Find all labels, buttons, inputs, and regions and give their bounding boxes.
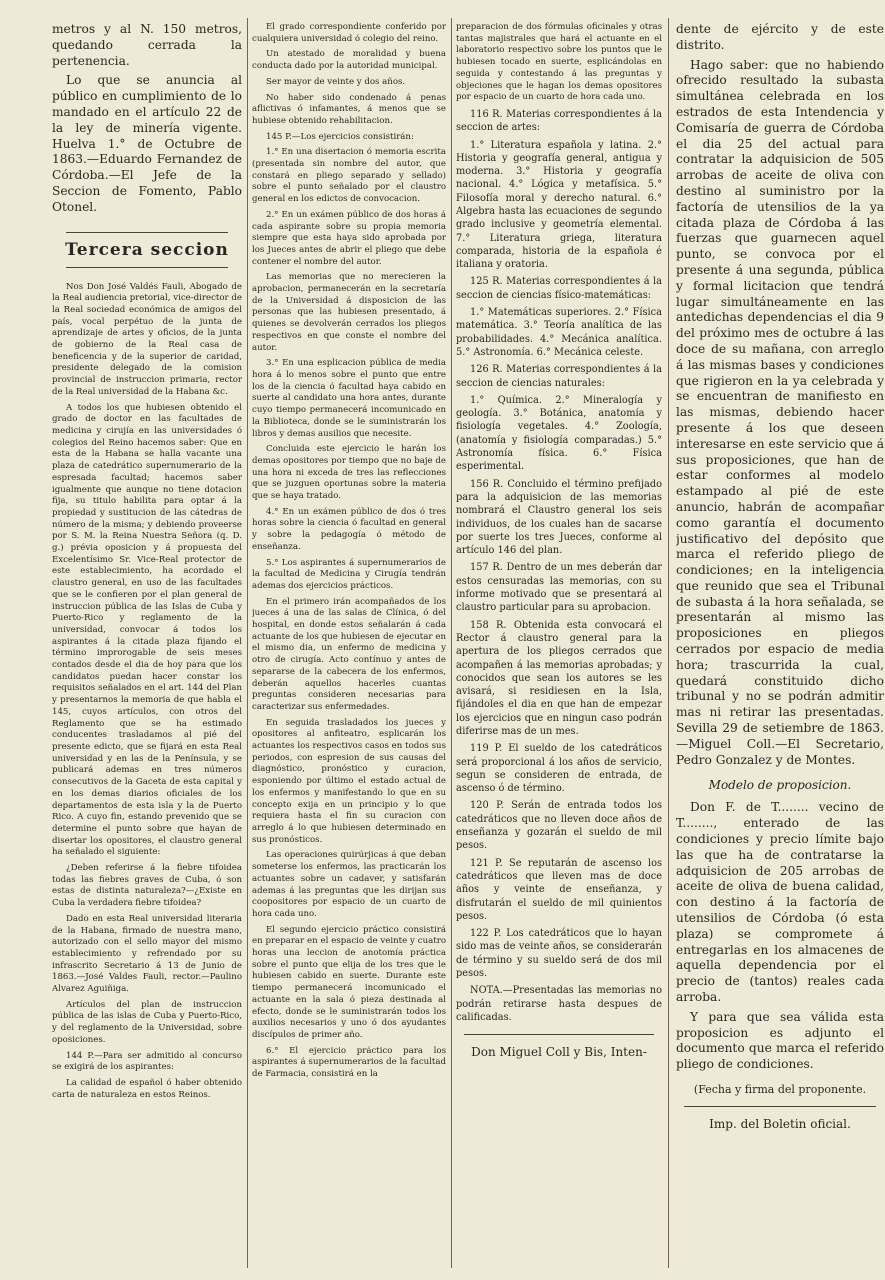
imprint: Imp. del Boletin oficial. [709,1117,851,1131]
paragraph: 1.° En una disertacion ó memoria escrita (presentada sin nombre del autor, que constará en pliego separado y sellado) sobre el punto señalado por el claustro general en los edictos de convocacion. [252,147,446,205]
paragraph: 126 R. Materias correspondientes á la seccion de ciencias naturales: [456,364,662,389]
note: NOTA.—Presentadas las memorias no podrán retirarse hasta despues de calificadas. [456,985,662,1023]
paragraph: 1.° Literatura española y latina. 2.° Historia y geografía general, antigua y moderna. 3.° Historia y geografía nacional. 4.° Lógica y metafísica. 5.° Filosofía moral y derecho natural. 6.° Algebra hasta las ecuaciones de segundo grado inclusive y geometría elemental. 7.° Literatura griega, literatura comparada, historia de la española é italiana y oratoria. [456,139,662,271]
paragraph: Concluida este ejercicio le harán los demas opositores por tiempo que no baje de una hora ni exceda de tres las reflecciones que se juzguen oportunas sobre la materia que se haya tratado. [252,444,446,502]
paragraph: En seguida trasladados los jueces y opositores al anfiteatro, esplicarán los actuantes los respectivos casos en todos sus periodos, con espresion de sus causas del diagnóstico, pronóstico y curacion, esponiendo por último el estado actual de los enfermos y manifestando lo que en su concepto exija en un principio y lo que requiera hasta el fin su curacion con arreglo á lo que hubiesen determinado en sus pronósticos. [252,717,446,845]
paragraph: Y para que sea válida esta proposicion es adjunto el documento que marca el referido pliego de condiciones. [676,1009,884,1072]
paragraph: metros y al N. 150 metros, quedando cerrada la pertenencia. [52,22,242,68]
paragraph: 1.° Matemáticas superiores. 2.° Física matemática. 3.° Teoría analítica de las probabilidades. 4.° Mecánica analítica. 5.° Astronomía. 6.° Mecánica celeste. [456,307,662,358]
paragraph: 156 R. Concluido el término prefijado para la adquisicion de las memorias nombrará el Claustro general los seis individuos, de los cuales han de sacarse por suerte los tres Jueces, conforme al artículo 146 del plan. [456,478,662,557]
column-4 [676,22,884,1262]
paragraph: ¿Deben referirse á la fiebre tifoidea todas las fiebres graves de Cuba, ó son estas de distinta naturaleza?—¿Existe en Cuba la verdadera fiebre tifoidea? [52,863,242,909]
paragraph: 157 R. Dentro de un mes deberán dar estos censuradas las memorias, con su informe motivado que se presentará al claustro particular para su aprobacion. [456,562,662,614]
column-rule [451,18,452,1268]
paragraph: 2.° En un exámen público de dos horas á cada aspirante sobre su propia memoria siempre que esta haya sido aprobada por los Jueces antes de abrir el pliego que debe contener el nombre del autor. [252,209,446,267]
paragraph: 125 R. Materias correspondientes á la seccion de ciencias físico-matemáticas: [456,276,662,301]
column-rule [668,18,669,1268]
section-title: Tercera seccion [52,240,242,260]
paragraph: Un atestado de moralidad y buena conducta dado por la autoridad municipal. [252,49,446,72]
paragraph: El grado correspondiente conferido por cualquiera universidad ó colegio del reino. [252,22,446,44]
next-notice-heading: Don Miguel Coll y Bis, Inten- [471,1045,647,1060]
column-2 [252,22,446,1262]
paragraph: 6.° El ejercicio práctico para los aspirantes á supernumerarios de la facultad de Farmacia, consistirá en la [252,1045,446,1080]
paragraph: En el primero irán acompañados de los jueces á una de las salas de Clínica, ó del hospital, en donde estos señalarán á cada actuante de los que hubiesen de ejecutar en el mismo dia, un enfermo de medicina y otro de cirugía. Acto contínuo y antes de separarse de la cabecera de los enfermos, deberán aquellos hacerles cuantas preguntas consideren necesarias para caracterizar sus enfermedades. [252,596,446,712]
paragraph: Lo que se anuncia al público en cumplimiento de lo mandado en el artículo 22 de la ley de minería vigente. Huelva 1.° de Octubre de 1863.—Eduardo Fernandez de Córdoba.—El Jefe de la Seccion de Fomento, Pablo Otonel. [52,73,242,214]
paragraph: Dado en esta Real universidad literaria de la Habana, firmado de nuestra mano, autorizado con el sello mayor del mismo establecimiento y refrendado por su infrascrito Secretario á 13 de Junio de 1863.—José Valdes Fauli, rector.—Paulino Alvarez Aguiñiga. [52,913,242,995]
paragraph: A todos los que hubiesen obtenido el grado de doctor en las facultades de medicina y cirujía en las universidades ó colegios del Reino hacemos saber: Que en esta de la Habana se halla vacante una plaza de catedrático supernumerario de la espresada facultad; hacemos saber igualmente que aunque no tiene dotacion fija, su titulo habilita para optar á la propiedad y sustitucion de las cátedras de número de la misma; y debiendo proveerse por S. M. la Reina Nuestra Señora (q. D. g.) prévia oposicion y á propuesta del Excelentísimo Sr. Vice-Real protector de este establecimiento, ha acordado el claustro general, en uso de las facultades que se le confieren por el plan general de instruccion pública de las Islas de Cuba y Puerto-Rico y reglamento de la universidad, convocar á todos los aspirantes á la citada plaza fijando el término improrogable de seis meses contados desde el dia de hoy para que los candidatos puedan hacer constar los requisitos señalados en el art. 144 del Plan y presentarnos la memoria de que habla el 145, cuyos artículos, con otros del Reglamento que se ha estimado conducentes trasladamos al pié del presente edicto, que se fijará en esta Real universidad y en las de la Península, y se publicará ademas en tres números consecutivos de la Gaceta de esta capital y en los demas diarios oficiales de los departamentos de esta isla y la de Puerto Rico. A cuyo fin, estando prevenido que se determine el punto sobre que hayan de disertar los opositores, el claustro general ha señalado el siguiente: [52,402,242,858]
paragraph: Hago saber: que no habiendo ofrecido resultado la subasta simultánea celebrada en los estrados de esta Intendencia y Comisaría de guerra de Córdoba el dia 25 del actual para contratar la adquisicion de 505 arrobas de aceite de oliva con destino al suministro por la factoría de utensilios de la ya citada plaza de Córdoba á las fuerzas que guarnecen aquel punto, se convoca por el presente á una segunda, pública y formal licitacion que tendrá lugar simultáneamente en las antedichas dependencias el dia 9 del próximo mes de octubre á las doce de su mañana, con arreglo á las mismas bases y condiciones que rigieron en la ya celebrada y se encuentran de manifiesto en las mismas, debiendo hacer presente á los que deseen interesarse en este servicio que á sus proposiciones, que han de estar conformes al modelo estampado al pié de este anuncio, habrán de acompañar como garantía el documento justificativo del depósito que marca el referido pliego de condiciones; en la inteligencia que reunido que sea el Tribunal de subasta á la hora señalada, se presentarán al mismo las proposiciones en pliegos cerrados por espacio de media hora; trascurrida la cual, quedará constituido dicho tribunal y no se podrán admitir mas ni retirar las presentadas. Sevilla 29 de setiembre de 1863.—Miguel Coll.—El Secretario, Pedro Gonzalez y de Montes. [676,57,884,767]
paragraph: 1.° Química. 2.° Mineralogía y geología. 3.° Botánica, anatomía y fisiología vegetales. 4.° Zoología, (anatomía y fisiología comparadas.) 5.° Astronomía física. 6.° Física esperimental. [456,394,662,473]
paragraph: 158 R. Obtenida esta convocará el Rector á claustro general para la apertura de los pliegos cerrados que acompañen á las memorias aprobadas; y conocidos que sean los autores se les avisará, si residiesen en la Isla, fijándoles el dia en que han de empezar los ejercicios que en ningun caso podrán diferirse mas de un mes. [456,619,662,737]
paragraph: 144 P.—Para ser admitido al concurso se exigirá de los aspirantes: [52,1050,242,1073]
paragraph: Don F. de T........ vecino de T........, enterado de las condiciones y precio límite bajo las que ha de contratarse la adquisicion de 205 arrobas de aceite de oliva de buena calidad, con destino á la factoría de utensilios de Córdoba (ó esta plaza) se compromete á entregarlas en los almacenes de aquella dependencia por el precio de (tantos) reales cada arroba. [676,800,884,1005]
signature-note: (Fecha y firma del proponente. [693,1083,867,1096]
paragraph: 120 P. Serán de entrada todos los catedráticos que no lleven doce años de enseñanza y gozarán el sueldo de mil pesos. [456,800,662,852]
paragraph: 145 P.—Los ejercicios consistirán: [266,131,414,142]
paragraph: preparacion de dos fórmulas oficinales y otras tantas majistrales que hará el actuante en el laboratorio respectivo sobre los puntos que le hubiesen tocado en suerte, esplicándolas en seguida y contestando á las preguntas y objeciones que le hagan los demas opositores por espacio de un cuarto de hora cada uno. [456,22,662,103]
paragraph: 121 P. Se reputarán de ascenso los catedráticos que lleven mas de doce años y veinte de enseñanza, y disfrutarán el sueldo de mil quinientos pesos. [456,857,662,922]
paragraph: 116 R. Materias correspondientes á la seccion de artes: [456,108,662,134]
paragraph: 5.° Los aspirantes á supernumerarios de la facultad de Medicina y Cirugía tendrán ademas dos ejercicios prácticos. [252,557,446,591]
paragraph: Artículos del plan de instruccion pública de las islas de Cuba y Puerto-Rico, y del reglamento de la Universidad, sobre oposiciones. [52,999,242,1045]
column-1 [52,22,242,1262]
column-rule [247,18,248,1268]
paragraph: 4.° En un exámen público de dos ó tres horas sobre la ciencia ó facultad en general y sobre la pedagogía ó método de enseñanza. [252,506,446,552]
paragraph: 119 P. El sueldo de los catedráticos será proporcional á los años de servicio, segun se consideren de entrada, de ascenso ó de término. [456,743,662,795]
divider [464,1034,654,1035]
paragraph: 3.° En una esplicacion pública de media hora á lo menos sobre el punto que entre los de la ciencia ó facultad haya cabido en suerte al candidato una hora antes, durante cuyo tiempo permanecerá incomunicado en la Biblioteca, donde se le suministrarán los libros y demas ausilios que necesite. [252,358,446,439]
paragraph: Nos Don José Valdés Fauli, Abogado de la Real audiencia pretorial, vice-director de la Real sociedad económica de amigos del país, vocal perpétuo de la junta de aprendizaje de artes y oficios, de la junta de gobierno de la Real casa de beneficencia y de la superior de caridad, presidente delegado de la comision provincial de instruccion primaria, rector de la Real universidad de la Habana &c. [52,281,242,397]
model-title: Modelo de proposicion. [708,778,852,793]
divider [684,1106,876,1107]
paragraph: Las operaciones quirúrjicas á que deban someterse los enfermos, las practicarán los actuantes sobre un cadaver, y satisfarán ademas á las preguntas que les dirijan sus coopositores por espacio de un cuarto de hora cada uno. [252,850,446,919]
paragraph: El segundo ejercicio práctico consistirá en preparar en el espacio de veinte y cuatro horas una leccion de anotomía práctica sobre el punto que elija de los tres que le hubiesen cabido en suerte. Durante este tiempo permanecerá incomunicado el actuante en la sala ó pieza destinada al efecto, donde se le suministrarán todos los auxilios necesarios y uno ó dos ayudantes discípulos de primer año. [252,924,446,1040]
paragraph: La calidad de español ó haber obtenido carta de naturaleza en estos Reinos. [52,1077,242,1100]
paragraph: Ser mayor de veinte y dos años. [266,76,406,87]
paragraph: 122 P. Los catedráticos que lo hayan sido mas de veinte años, se considerarán de término y su sueldo será de dos mil pesos. [456,928,662,980]
paragraph: Las memorias que no merecieren la aprobacion, permanecerán en la secretaría de la Universidad á disposicion de las personas que las hubiesen presentado, á quienes se devolverán cerrados los pliegos respectivos en que conste el nombre del autor. [252,272,446,353]
paragraph: dente de ejército y de este distrito. [676,22,884,52]
column-3 [456,22,662,1262]
paragraph: No haber sido condenado á penas aflictivas ó infamantes, á menos que se hubiese obtenido rehabilitacion. [252,92,446,126]
